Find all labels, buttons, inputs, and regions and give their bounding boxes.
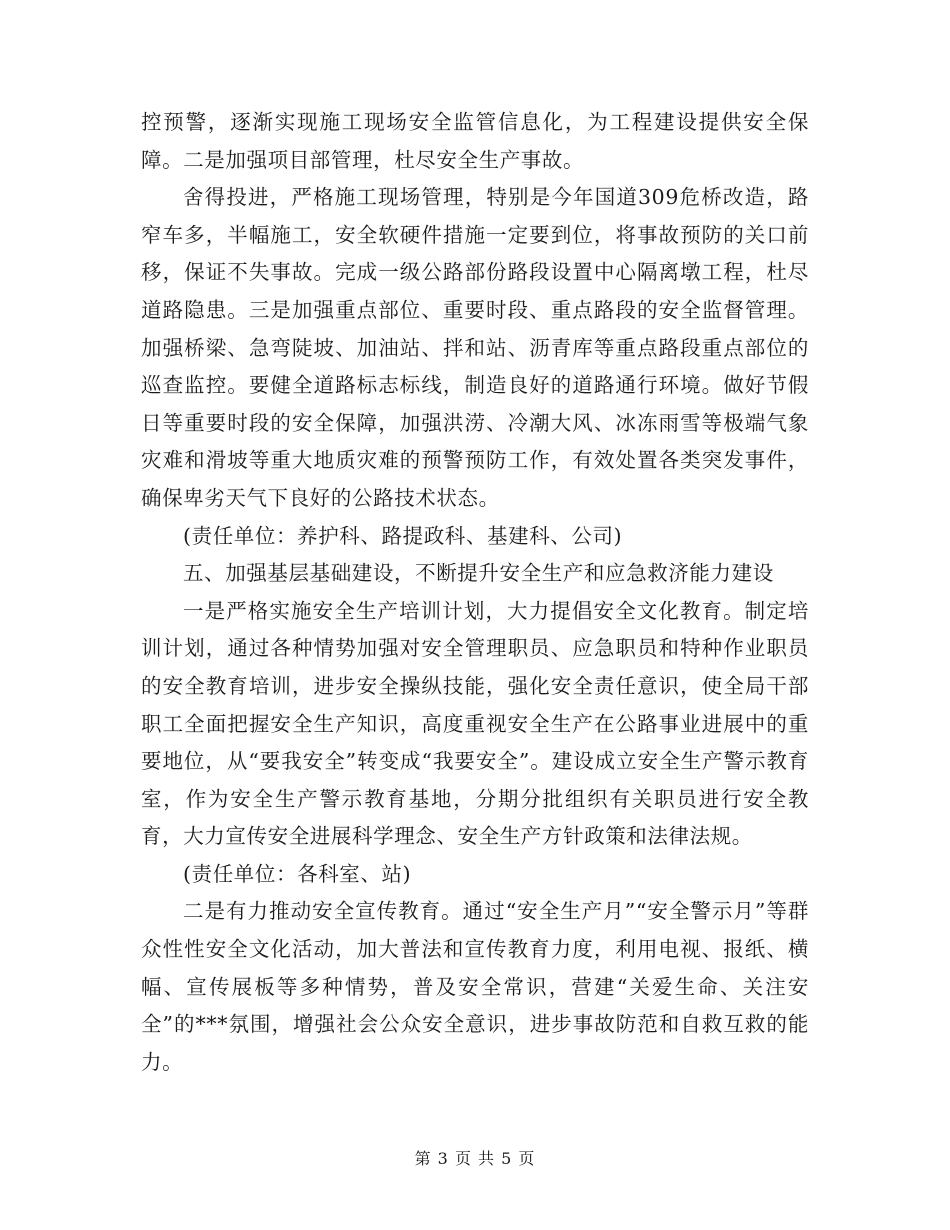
paragraph-1: 控预警，逐渐实现施工现场安全监管信息化，为工程建设提供安全保障。二是加强项目部管理，杜尽安全生产事故。 xyxy=(141,110,809,172)
responsibility-note-1: (责任单位：养护科、路提政科、基建科、公司) xyxy=(183,523,623,548)
paragraph-3: 一是严格实施安全生产培训计划，大力提倡安全文化教育。制定培训计划，通过各种情势加强对安全管理职员、应急职员和特种作业职员的安全教育培训，进步安全操纵技能，强化安全责任意识，使全局干部职工全面把握安全生产知识，高度重视安全生产在公路事业进展中的重要地位，从“要我安全”转变成“我要安全”。建设成立安全生产警示教育室，作为安全生产警示教育基地，分期分批组织有关职员进行安全教育，大力宣传安全进展科学理念、安全生产方针政策和法律法规。 xyxy=(141,598,809,849)
responsibility-note-2: (责任单位：各科室、站) xyxy=(183,861,412,886)
page-number-footer: 第 3 页 共 5 页 xyxy=(414,1149,536,1168)
paragraph-2: 舍得投进，严格施工现场管理，特别是今年国道309危桥改造，路窄车多，半幅施工，安全软硬件措施一定要到位，将事故预防的关口前移，保证不失事故。完成一级公路部份路段设置中心隔离墩工程，杜尽道路隐患。三是加强重点部位、重要时段、重点路段的安全监督管理。加强桥梁、急弯陡坡、加油站、拌和站、沥青库等重点路段重点部位的巡查监控。要健全道路标志标线，制造良好的道路通行环境。做好节假日等重要时段的安全保障，加强洪涝、冷潮大风、冰冻雨雪等极端气象灾难和滑坡等重大地质灾难的预警预防工作，有效处置各类突发事件，确保卑劣天气下良好的公路技术状态。 xyxy=(141,185,809,510)
paragraph-4: 二是有力推动安全宣传教育。通过“安全生产月”“安全警示月”等群众性性安全文化活动，加大普法和宣传教育力度，利用电视、报纸、横幅、宣传展板等多种情势，普及安全常识，营建“关爱生命、关注安全”的***氛围，增强社会公众安全意识，进步事故防范和自救互救的能力。 xyxy=(141,899,809,1074)
document-body xyxy=(141,104,809,1081)
section-heading-5: 五、加强基层基础建设，不断提升安全生产和应急救济能力建设 xyxy=(183,561,774,586)
